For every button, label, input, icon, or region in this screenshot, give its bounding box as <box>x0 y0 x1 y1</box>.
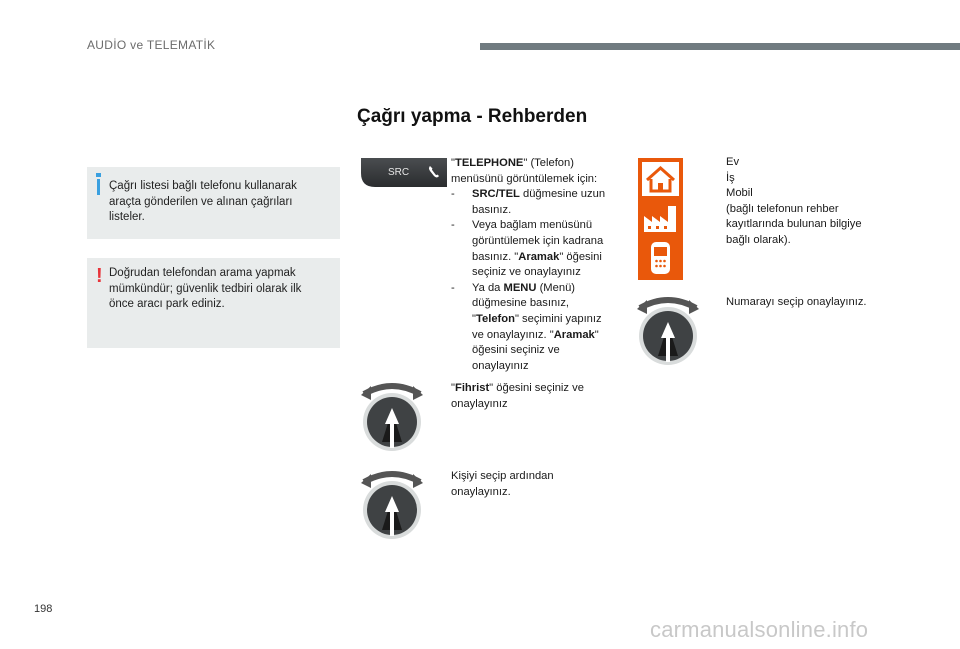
office-building-icon <box>638 198 683 238</box>
watermark: carmanualsonline.info <box>650 617 869 642</box>
header-bar <box>480 43 960 50</box>
src-tel-button <box>361 158 447 187</box>
page-title: Çağrı yapma - Rehberden <box>357 106 588 127</box>
step1-text: "TELEPHONE" (Telefon) menüsünü görüntülemek için: - SRC/TEL düğmesine uzun basınız. - Veya bağlam menüsünü görüntülemek için kadrana basınız. "Aramak" öğesini seçiniz ve onaylayınız - Ya da MENU (Menü) düğmesine basınız, "Telefon" seçimini yapınız ve onaylayınız. "Aramak" öğesini seçiniz ve onaylayınız <box>451 157 606 372</box>
warning-note <box>87 258 340 348</box>
info-note <box>87 167 340 239</box>
step4-text: Ev İş Mobil (bağlı telefonun rehber kayıtlarında bulunan bilgiye bağlı olarak). <box>726 156 862 246</box>
section-title: AUDİO ve TELEMATİK <box>87 38 216 52</box>
src-label: SRC <box>388 167 410 178</box>
rotary-knob-icon <box>361 468 423 548</box>
step2-text: "Fihrist" öğesini seçiniz ve onaylayınız <box>451 382 584 410</box>
info-note-text: Çağrı listesi bağlı telefonu kullanarak araçta gönderilen ve alınan çağrıları listeler. <box>109 180 297 223</box>
rotary-knob-icon <box>361 380 423 460</box>
contact-type-icons <box>638 158 683 280</box>
warning-icon: ! <box>96 265 103 287</box>
step3-text: Kişiyi seçip ardından onaylayınız. <box>451 470 554 498</box>
mobile-phone-icon <box>638 238 683 278</box>
warning-note-text: Doğrudan telefondan arama yapmak mümkündür; güvenlik tedbiri olarak ilk önce aracı park ediniz. <box>109 267 302 310</box>
info-icon <box>97 179 100 195</box>
rotary-knob-icon <box>637 294 699 374</box>
home-icon <box>638 158 683 198</box>
page-number: 198 <box>34 603 53 615</box>
step5-text: Numarayı seçip onaylayınız. <box>726 296 867 308</box>
info-icon-dot <box>96 173 101 177</box>
